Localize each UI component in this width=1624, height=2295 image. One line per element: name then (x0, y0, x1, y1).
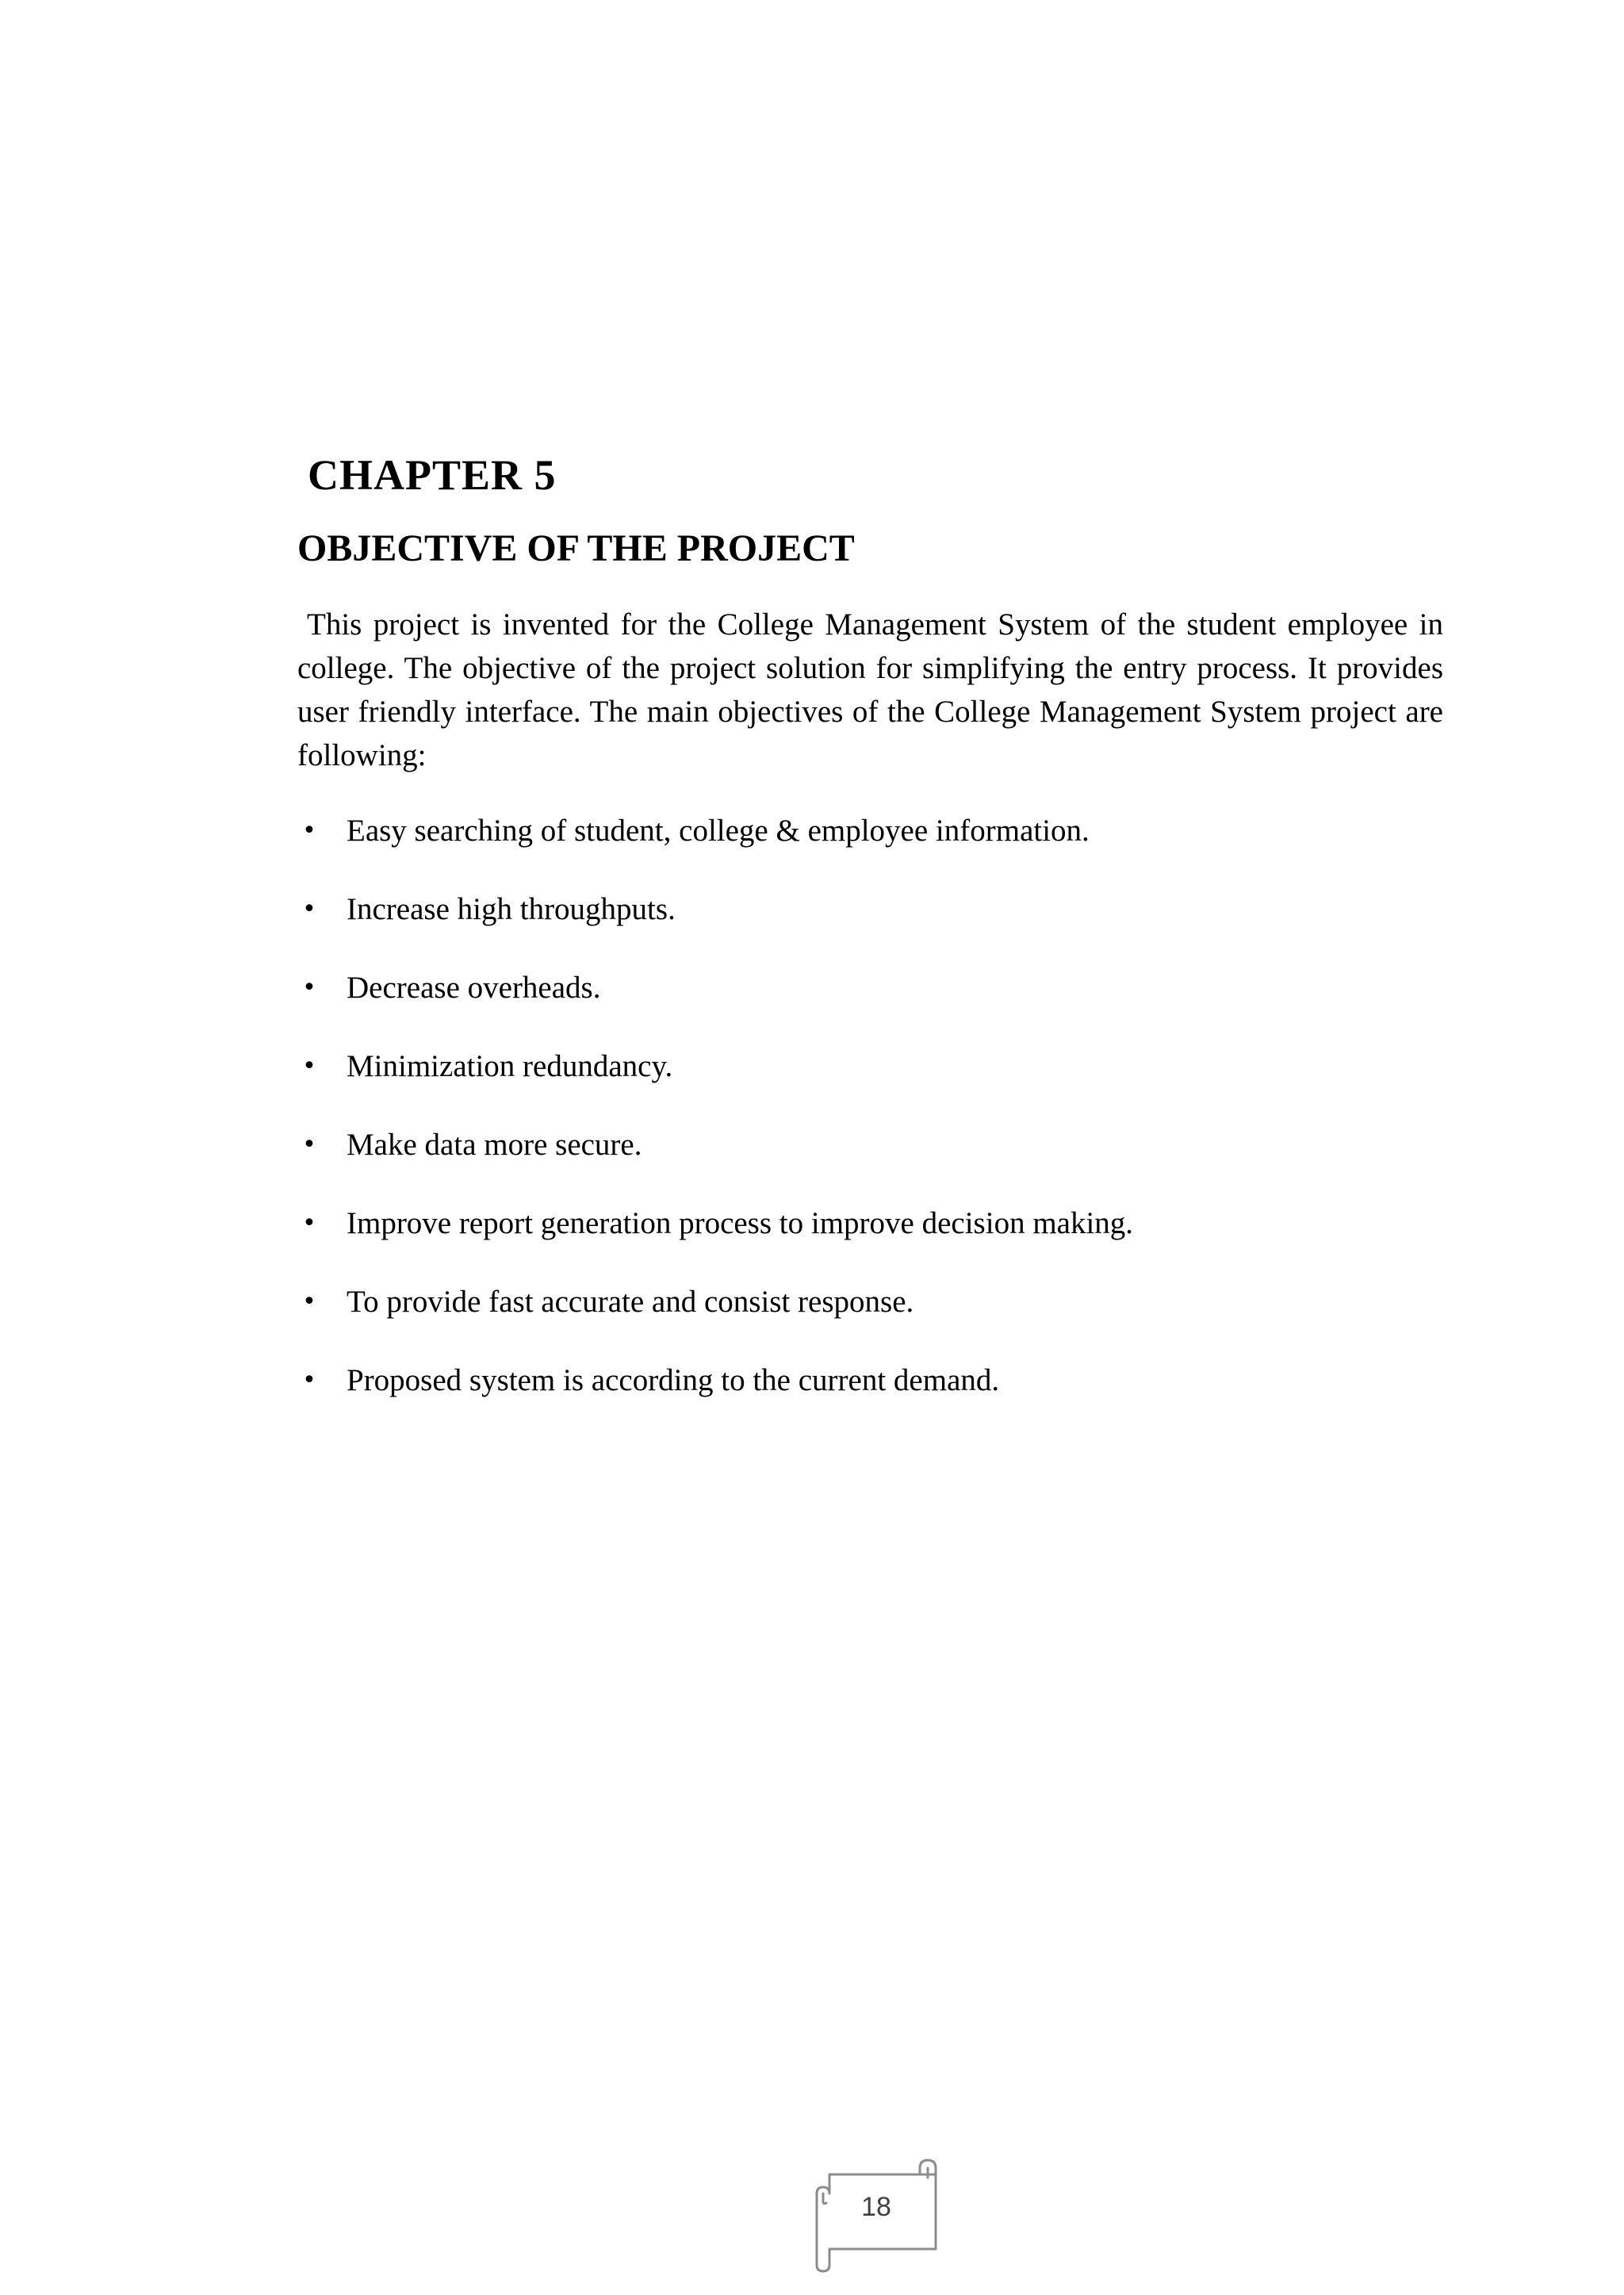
bullet-icon: • (302, 895, 316, 923)
page-number: 18 (861, 2192, 891, 2222)
list-item (297, 887, 1443, 931)
list-item (297, 1280, 1443, 1324)
list-item (297, 966, 1443, 1010)
bullet-icon: • (302, 1209, 316, 1237)
list-item-text: Make data more secure. (347, 1128, 642, 1162)
intro-paragraph: This project is invented for the College Management System of the student employee in college. The objective of the project solution for simplifying the entry process. It provides user friendly interface. The main objectives of the College Management System project are following: (297, 607, 1443, 772)
section-title: OBJECTIVE OF THE PROJECT (297, 527, 855, 569)
bullet-icon: • (302, 1131, 316, 1159)
list-item-text: Increase high throughputs. (347, 892, 676, 926)
list-item-text: Decrease overheads. (347, 971, 601, 1005)
bullet-icon: • (302, 974, 316, 1002)
chapter-title: CHAPTER 5 (308, 451, 557, 499)
list-item-text: Improve report generation process to improve decision making. (347, 1206, 1134, 1240)
list-item (297, 1044, 1443, 1088)
bullet-icon: • (302, 1288, 316, 1316)
list-item (297, 1123, 1443, 1167)
list-item-text: To provide fast accurate and consist response. (347, 1285, 914, 1319)
bullet-icon: • (302, 1366, 316, 1394)
bullet-icon: • (302, 817, 316, 845)
list-item-text: Minimization redundancy. (347, 1049, 673, 1083)
bullet-icon: • (302, 1052, 316, 1080)
list-item (297, 809, 1443, 852)
list-item (297, 1201, 1443, 1245)
list-item-text: Proposed system is according to the current demand. (347, 1363, 1000, 1397)
list-item (297, 1358, 1443, 1402)
list-item-text: Easy searching of student, college & employee information. (347, 814, 1090, 848)
page-number-footer (793, 2154, 952, 2273)
objectives-list (297, 809, 1443, 1437)
